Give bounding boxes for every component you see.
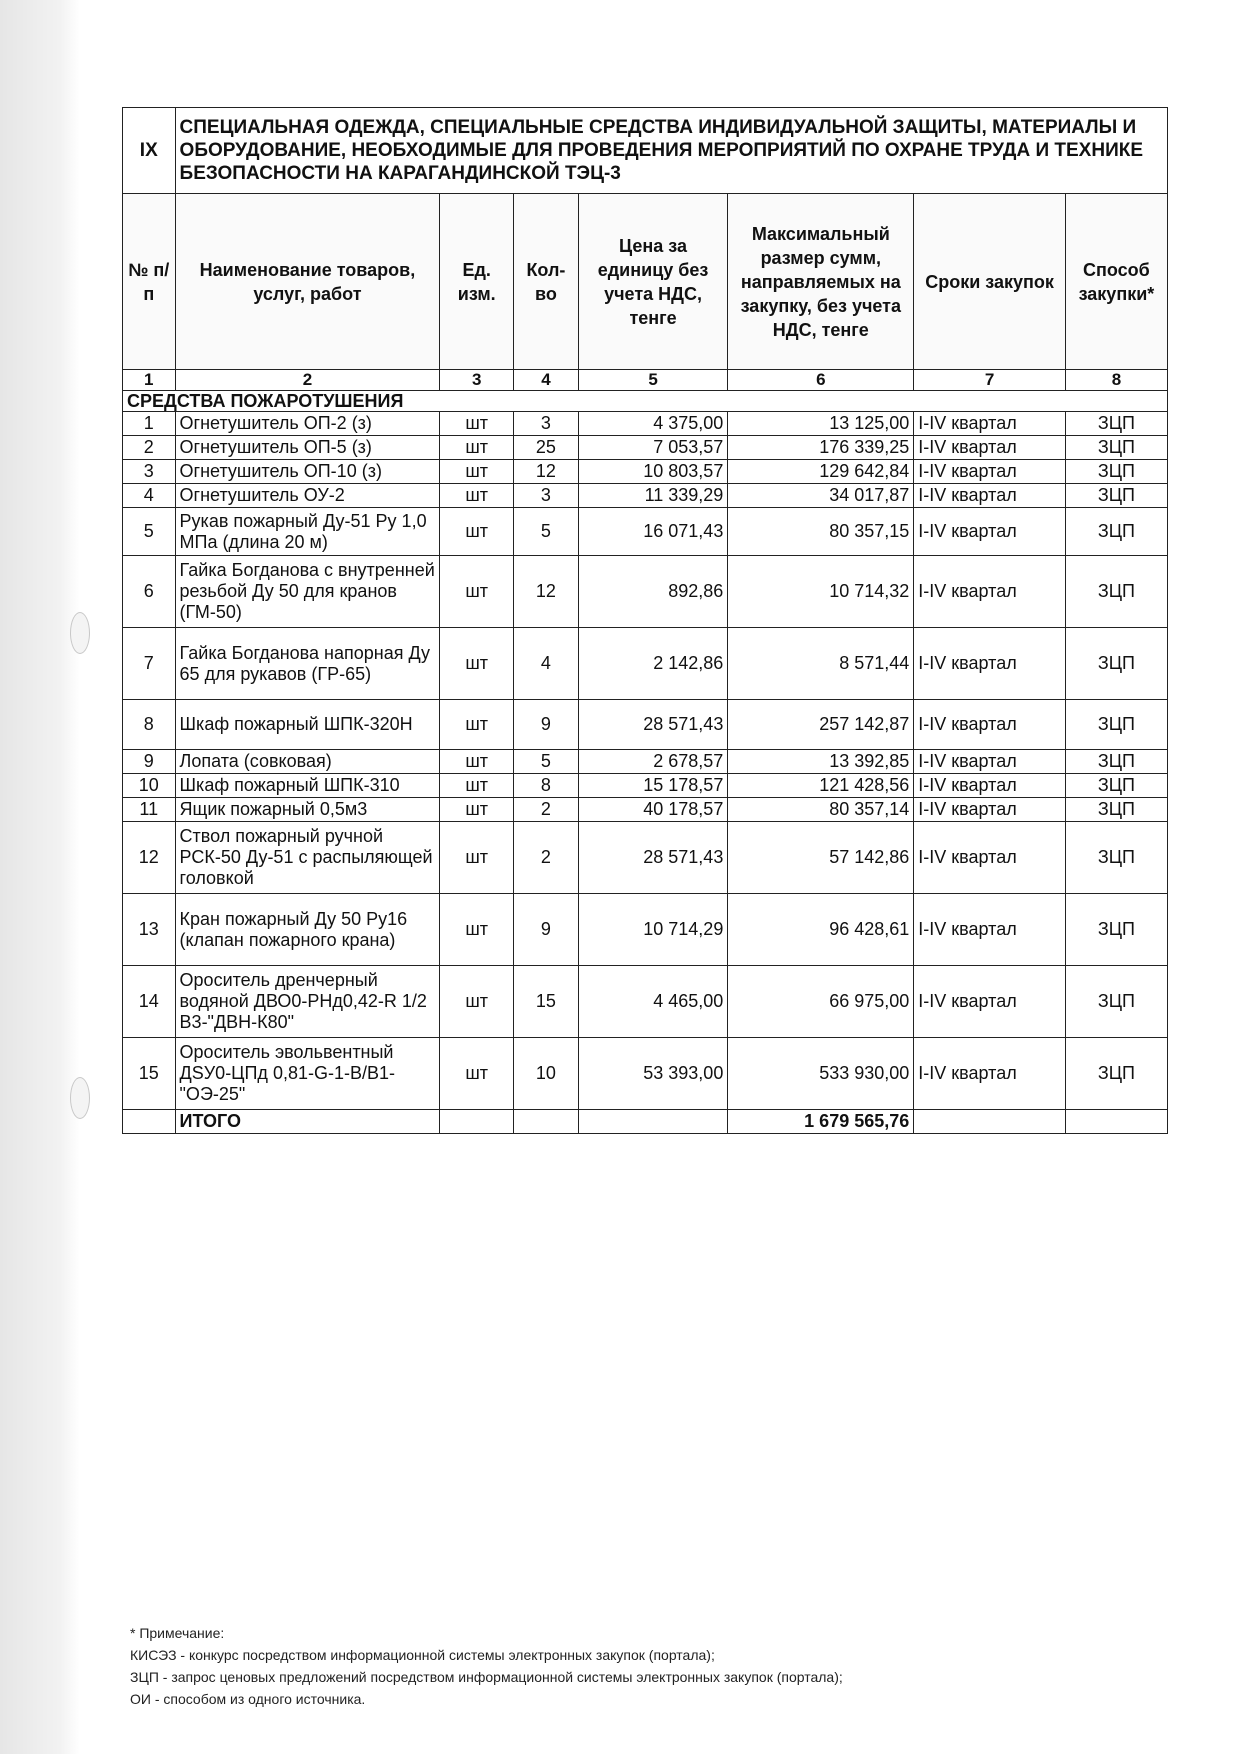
item-quantity: 3 bbox=[514, 484, 579, 508]
header-quantity: Кол-во bbox=[514, 194, 579, 370]
item-unit: шт bbox=[440, 750, 514, 774]
column-number: 6 bbox=[728, 370, 914, 391]
table-row bbox=[123, 700, 1168, 750]
item-name: Гайка Богданова напорная Ду 65 для рукавов (ГР-65) bbox=[175, 628, 440, 700]
item-method: ЗЦП bbox=[1065, 822, 1167, 894]
item-max-sum: 13 392,85 bbox=[728, 750, 914, 774]
table-row bbox=[123, 628, 1168, 700]
item-quantity: 15 bbox=[514, 966, 579, 1038]
item-term: I-IV квартал bbox=[914, 774, 1066, 798]
row-number: 8 bbox=[123, 700, 176, 750]
item-quantity: 4 bbox=[514, 628, 579, 700]
item-quantity: 8 bbox=[514, 774, 579, 798]
row-number: 10 bbox=[123, 774, 176, 798]
item-unit-price: 10 803,57 bbox=[578, 460, 728, 484]
item-unit: шт bbox=[440, 700, 514, 750]
item-quantity: 5 bbox=[514, 750, 579, 774]
table-row bbox=[123, 460, 1168, 484]
table-row bbox=[123, 436, 1168, 460]
item-term: I-IV квартал bbox=[914, 556, 1066, 628]
procurement-table bbox=[122, 107, 1168, 1134]
table-row bbox=[123, 750, 1168, 774]
empty-cell bbox=[123, 1110, 176, 1134]
column-number: 1 bbox=[123, 370, 176, 391]
group-title: СРЕДСТВА ПОЖАРОТУШЕНИЯ bbox=[123, 391, 1168, 412]
item-term: I-IV квартал bbox=[914, 798, 1066, 822]
item-max-sum: 66 975,00 bbox=[728, 966, 914, 1038]
item-name: Лопата (совковая) bbox=[175, 750, 440, 774]
item-method: ЗЦП bbox=[1065, 484, 1167, 508]
column-number: 4 bbox=[514, 370, 579, 391]
note-kisez: КИСЭЗ - конкурс посредством информационной системы электронных закупок (портала); bbox=[130, 1647, 715, 1663]
row-number: 9 bbox=[123, 750, 176, 774]
column-number: 2 bbox=[175, 370, 440, 391]
table-row bbox=[123, 556, 1168, 628]
item-term: I-IV квартал bbox=[914, 508, 1066, 556]
binder-hole-bottom bbox=[70, 1077, 90, 1119]
item-method: ЗЦП bbox=[1065, 460, 1167, 484]
footnotes bbox=[130, 1622, 1130, 1710]
item-unit: шт bbox=[440, 894, 514, 966]
item-unit: шт bbox=[440, 484, 514, 508]
item-unit: шт bbox=[440, 822, 514, 894]
row-number: 11 bbox=[123, 798, 176, 822]
item-quantity: 12 bbox=[514, 556, 579, 628]
item-unit-price: 4 465,00 bbox=[578, 966, 728, 1038]
binder-hole-top bbox=[70, 612, 90, 654]
empty-cell bbox=[914, 1110, 1066, 1134]
item-method: ЗЦП bbox=[1065, 436, 1167, 460]
header-term: Сроки закупок bbox=[914, 194, 1066, 370]
item-unit-price: 892,86 bbox=[578, 556, 728, 628]
item-name: Шкаф пожарный ШПК-310 bbox=[175, 774, 440, 798]
item-max-sum: 8 571,44 bbox=[728, 628, 914, 700]
item-name: Шкаф пожарный ШПК-320Н bbox=[175, 700, 440, 750]
row-number: 7 bbox=[123, 628, 176, 700]
item-unit-price: 28 571,43 bbox=[578, 822, 728, 894]
item-quantity: 25 bbox=[514, 436, 579, 460]
row-number: 12 bbox=[123, 822, 176, 894]
row-number: 1 bbox=[123, 412, 176, 436]
column-number: 7 bbox=[914, 370, 1066, 391]
item-unit: шт bbox=[440, 436, 514, 460]
row-number: 2 bbox=[123, 436, 176, 460]
item-name: Ствол пожарный ручной РСК-50 Ду-51 с распыляющей головкой bbox=[175, 822, 440, 894]
item-term: I-IV квартал bbox=[914, 822, 1066, 894]
item-unit: шт bbox=[440, 460, 514, 484]
item-quantity: 3 bbox=[514, 412, 579, 436]
item-quantity: 2 bbox=[514, 822, 579, 894]
header-max-sum: Максимальный размер сумм, направляемых на закупку, без учета НДС, тенге bbox=[728, 194, 914, 370]
column-number: 5 bbox=[578, 370, 728, 391]
item-unit-price: 53 393,00 bbox=[578, 1038, 728, 1110]
group-row bbox=[123, 391, 1168, 412]
item-max-sum: 13 125,00 bbox=[728, 412, 914, 436]
item-max-sum: 176 339,25 bbox=[728, 436, 914, 460]
section-header-row bbox=[123, 108, 1168, 194]
header-number: № п/п bbox=[123, 194, 176, 370]
row-number: 5 bbox=[123, 508, 176, 556]
item-max-sum: 57 142,86 bbox=[728, 822, 914, 894]
empty-cell bbox=[514, 1110, 579, 1134]
item-method: ЗЦП bbox=[1065, 412, 1167, 436]
item-term: I-IV квартал bbox=[914, 966, 1066, 1038]
header-method: Способ закупки* bbox=[1065, 194, 1167, 370]
item-term: I-IV квартал bbox=[914, 436, 1066, 460]
item-unit: шт bbox=[440, 508, 514, 556]
item-unit-price: 2 142,86 bbox=[578, 628, 728, 700]
item-name: Кран пожарный Ду 50 Ру16 (клапан пожарного крана) bbox=[175, 894, 440, 966]
item-name: Ороситель эвольвентный ДSУ0-ЦПд 0,81-G-1-В/В1-"ОЭ-25" bbox=[175, 1038, 440, 1110]
item-max-sum: 257 142,87 bbox=[728, 700, 914, 750]
item-term: I-IV квартал bbox=[914, 412, 1066, 436]
item-method: ЗЦП bbox=[1065, 774, 1167, 798]
table-row bbox=[123, 1038, 1168, 1110]
item-quantity: 12 bbox=[514, 460, 579, 484]
item-method: ЗЦП bbox=[1065, 700, 1167, 750]
item-unit: шт bbox=[440, 412, 514, 436]
item-method: ЗЦП bbox=[1065, 798, 1167, 822]
header-unit: Ед. изм. bbox=[440, 194, 514, 370]
item-max-sum: 34 017,87 bbox=[728, 484, 914, 508]
item-unit-price: 16 071,43 bbox=[578, 508, 728, 556]
item-name: Гайка Богданова с внутренней резьбой Ду 50 для кранов (ГМ-50) bbox=[175, 556, 440, 628]
header-unit-price: Цена за единицу без учета НДС, тенге bbox=[578, 194, 728, 370]
item-term: I-IV квартал bbox=[914, 460, 1066, 484]
item-term: I-IV квартал bbox=[914, 628, 1066, 700]
item-name: Ороситель дренчерный водяной ДВО0-РНд0,42-R 1/2 В3-"ДВН-К80" bbox=[175, 966, 440, 1038]
item-max-sum: 121 428,56 bbox=[728, 774, 914, 798]
section-title: СПЕЦИАЛЬНАЯ ОДЕЖДА, СПЕЦИАЛЬНЫЕ СРЕДСТВА ИНДИВИДУАЛЬНОЙ ЗАЩИТЫ, МАТЕРИАЛЫ И ОБОРУДОВАНИЕ, НЕОБХОДИМЫЕ ДЛЯ ПРОВЕДЕНИЯ МЕРОПРИЯТИЙ ПО ОХРАНЕ ТРУДА И ТЕХНИКЕ БЕЗОПАСНОСТИ НА КАРАГАНДИНСКОЙ ТЭЦ-3 bbox=[175, 108, 1167, 194]
empty-cell bbox=[440, 1110, 514, 1134]
table-row bbox=[123, 412, 1168, 436]
column-header-row bbox=[123, 194, 1168, 370]
table-row bbox=[123, 822, 1168, 894]
item-name: Ящик пожарный 0,5м3 bbox=[175, 798, 440, 822]
item-name: Рукав пожарный Ду-51 Ру 1,0 МПа (длина 20 м) bbox=[175, 508, 440, 556]
item-unit-price: 4 375,00 bbox=[578, 412, 728, 436]
row-number: 15 bbox=[123, 1038, 176, 1110]
item-method: ЗЦП bbox=[1065, 966, 1167, 1038]
item-unit-price: 15 178,57 bbox=[578, 774, 728, 798]
item-unit: шт bbox=[440, 556, 514, 628]
note-zcp: ЗЦП - запрос ценовых предложений посредством информационной системы электронных закупок (портала); bbox=[130, 1669, 843, 1685]
total-row bbox=[123, 1110, 1168, 1134]
column-number: 3 bbox=[440, 370, 514, 391]
item-name: Огнетушитель ОП-2 (з) bbox=[175, 412, 440, 436]
item-method: ЗЦП bbox=[1065, 556, 1167, 628]
item-term: I-IV квартал bbox=[914, 894, 1066, 966]
item-term: I-IV квартал bbox=[914, 484, 1066, 508]
item-method: ЗЦП bbox=[1065, 894, 1167, 966]
table-row bbox=[123, 484, 1168, 508]
item-unit: шт bbox=[440, 798, 514, 822]
item-unit-price: 2 678,57 bbox=[578, 750, 728, 774]
item-name: Огнетушитель ОП-5 (з) bbox=[175, 436, 440, 460]
column-number-row bbox=[123, 370, 1168, 391]
section-number: IX bbox=[123, 108, 176, 194]
table-row bbox=[123, 894, 1168, 966]
item-max-sum: 10 714,32 bbox=[728, 556, 914, 628]
item-method: ЗЦП bbox=[1065, 628, 1167, 700]
item-term: I-IV квартал bbox=[914, 750, 1066, 774]
item-unit: шт bbox=[440, 774, 514, 798]
item-unit: шт bbox=[440, 966, 514, 1038]
item-quantity: 9 bbox=[514, 700, 579, 750]
item-unit-price: 7 053,57 bbox=[578, 436, 728, 460]
item-term: I-IV квартал bbox=[914, 1038, 1066, 1110]
item-method: ЗЦП bbox=[1065, 508, 1167, 556]
item-method: ЗЦП bbox=[1065, 1038, 1167, 1110]
note-heading: * Примечание: bbox=[130, 1625, 225, 1641]
item-unit-price: 40 178,57 bbox=[578, 798, 728, 822]
item-term: I-IV квартал bbox=[914, 700, 1066, 750]
table-row bbox=[123, 798, 1168, 822]
column-number: 8 bbox=[1065, 370, 1167, 391]
item-quantity: 9 bbox=[514, 894, 579, 966]
empty-cell bbox=[578, 1110, 728, 1134]
item-name: Огнетушитель ОУ-2 bbox=[175, 484, 440, 508]
item-quantity: 10 bbox=[514, 1038, 579, 1110]
row-number: 13 bbox=[123, 894, 176, 966]
item-max-sum: 129 642,84 bbox=[728, 460, 914, 484]
empty-cell bbox=[1065, 1110, 1167, 1134]
total-label: ИТОГО bbox=[175, 1110, 440, 1134]
item-unit-price: 11 339,29 bbox=[578, 484, 728, 508]
item-unit: шт bbox=[440, 628, 514, 700]
item-quantity: 2 bbox=[514, 798, 579, 822]
header-name: Наименование товаров, услуг, работ bbox=[175, 194, 440, 370]
item-unit-price: 28 571,43 bbox=[578, 700, 728, 750]
row-number: 14 bbox=[123, 966, 176, 1038]
note-oi: ОИ - способом из одного источника. bbox=[130, 1691, 366, 1707]
item-max-sum: 96 428,61 bbox=[728, 894, 914, 966]
item-unit-price: 10 714,29 bbox=[578, 894, 728, 966]
table-row bbox=[123, 508, 1168, 556]
table-row bbox=[123, 966, 1168, 1038]
row-number: 3 bbox=[123, 460, 176, 484]
row-number: 6 bbox=[123, 556, 176, 628]
item-name: Огнетушитель ОП-10 (з) bbox=[175, 460, 440, 484]
item-unit: шт bbox=[440, 1038, 514, 1110]
item-max-sum: 80 357,14 bbox=[728, 798, 914, 822]
item-method: ЗЦП bbox=[1065, 750, 1167, 774]
item-max-sum: 80 357,15 bbox=[728, 508, 914, 556]
item-max-sum: 533 930,00 bbox=[728, 1038, 914, 1110]
item-quantity: 5 bbox=[514, 508, 579, 556]
table-row bbox=[123, 774, 1168, 798]
scan-edge-shadow bbox=[0, 0, 80, 1754]
total-value: 1 679 565,76 bbox=[728, 1110, 914, 1134]
row-number: 4 bbox=[123, 484, 176, 508]
